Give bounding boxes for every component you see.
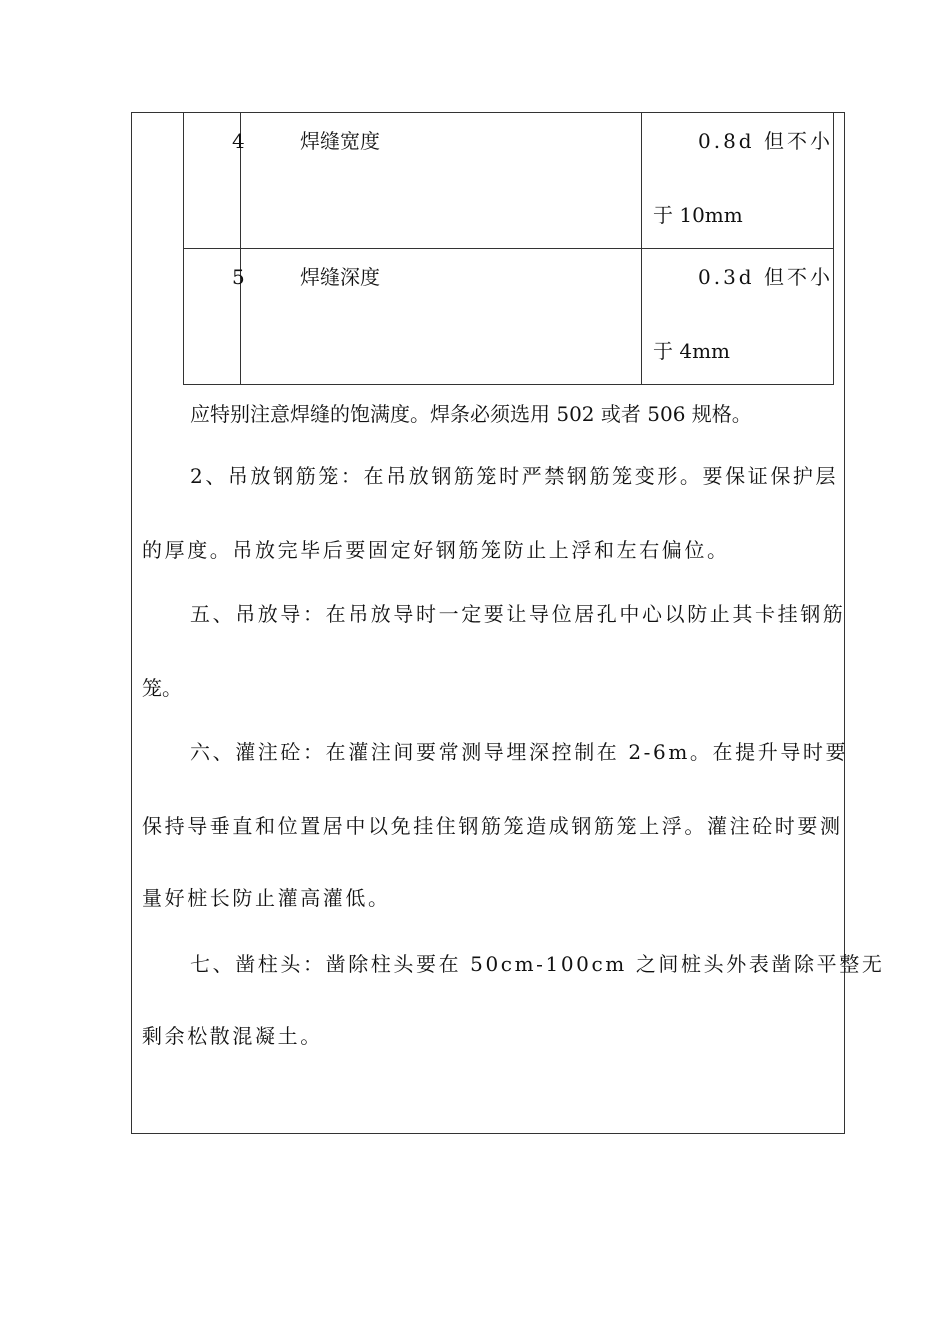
item-6-line-1: 六、灌注砼：在灌注间要常测导埋深控制在 2-6m。在提升导时要 [190, 740, 849, 764]
weld-note: 应特别注意焊缝的饱满度。焊条必须选用 502 或者 506 规格。 [190, 402, 752, 426]
row-5-item: 焊缝深度 [300, 265, 380, 289]
item-2-line-2: 的厚度。吊放完毕后要固定好钢筋笼防止上浮和左右偏位。 [142, 538, 730, 562]
row-5-tolerance-line2: 于 4mm [653, 339, 731, 363]
item-6-line-3: 量好桩长防止灌高灌低。 [142, 886, 391, 910]
row-4-tolerance-line1: 0.8d 但不小 [698, 129, 833, 153]
row-divider [184, 248, 833, 249]
item-7-line-1: 七、凿柱头：凿除柱头要在 50cm-100cm 之间桩头外表凿除平整无 [190, 952, 885, 976]
item-5-line-1: 五、吊放导：在吊放导时一定要让导位居孔中心以防止其卡挂钢筋 [190, 602, 846, 626]
row-4-number: 4 [232, 129, 245, 153]
row-4-tolerance-line2: 于 10mm [653, 203, 743, 227]
item-7-line-2: 剩余松散混凝土。 [142, 1024, 323, 1048]
item-5-line-2: 笼。 [142, 676, 182, 700]
row-4-item: 焊缝宽度 [300, 129, 380, 153]
item-6-line-2: 保持导垂直和位置居中以免挂住钢筋笼造成钢筋笼上浮。灌注砼时要测 [142, 814, 843, 838]
spec-table [183, 112, 834, 385]
row-5-tolerance-line1: 0.3d 但不小 [698, 265, 833, 289]
row-5-number: 5 [232, 265, 245, 289]
item-2-line-1: 2、吊放钢筋笼：在吊放钢筋笼时严禁钢筋笼变形。要保证保护层 [190, 464, 839, 488]
